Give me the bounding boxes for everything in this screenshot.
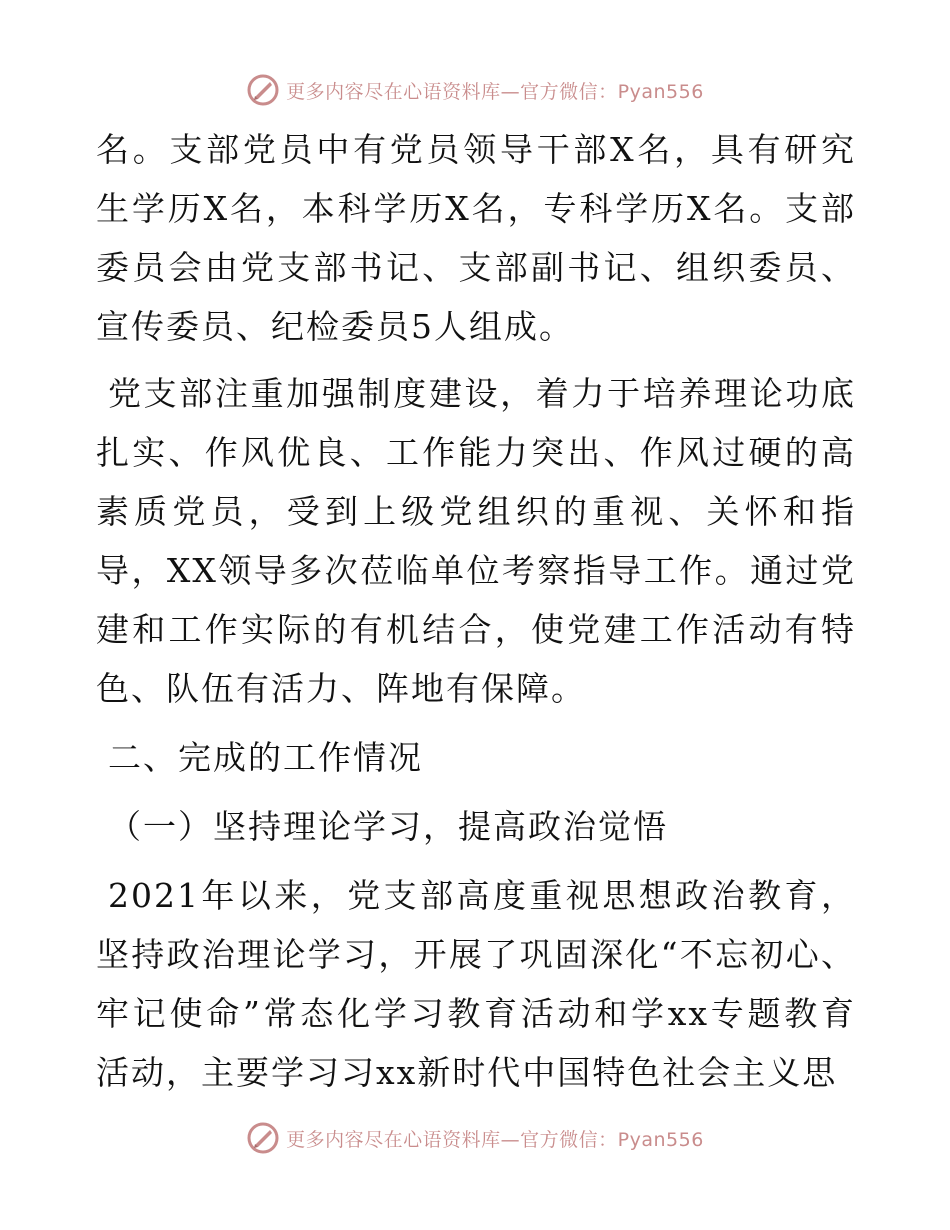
watermark-text: 更多内容尽在心语资料库—官方微信：Pyan556 — [286, 80, 704, 103]
watermark-footer — [0, 1118, 950, 1158]
watermark-text: 更多内容尽在心语资料库—官方微信：Pyan556 — [286, 1128, 704, 1151]
quill-logo-icon — [246, 1121, 280, 1155]
paragraph-2: 党支部注重加强制度建设，着力于培养理论功底扎实、作风优良、工作能力突出、作风过硬的高素质党员，受到上级党组织的重视、关怀和指导，XX领导多次莅临单位考察指导工作。通过党建和工作实际的有机结合，使党建工作活动有特色、队伍有活力、阵地有保障。 — [96, 374, 856, 708]
paragraph-3: 2021年以来，党支部高度重视思想政治教育，坚持政治理论学习，开展了巩固深化“不忘初心、牢记使命”常态化学习教育活动和学xx专题教育活动，主要学习习xx新时代中国特色社会主义思 — [96, 876, 856, 1092]
document-body — [96, 120, 856, 1102]
quill-logo-icon — [246, 73, 280, 107]
paragraph-1: 名。支部党员中有党员领导干部X名，具有研究生学历X名，本科学历X名，专科学历X名。支部委员会由党支部书记、支部副书记、组织委员、宣传委员、纪检委员5人组成。 — [96, 130, 856, 346]
subsection-heading: （一）坚持理论学习，提高政治觉悟 — [108, 807, 668, 846]
watermark-header — [0, 70, 950, 110]
section-heading: 二、完成的工作情况 — [108, 738, 423, 777]
